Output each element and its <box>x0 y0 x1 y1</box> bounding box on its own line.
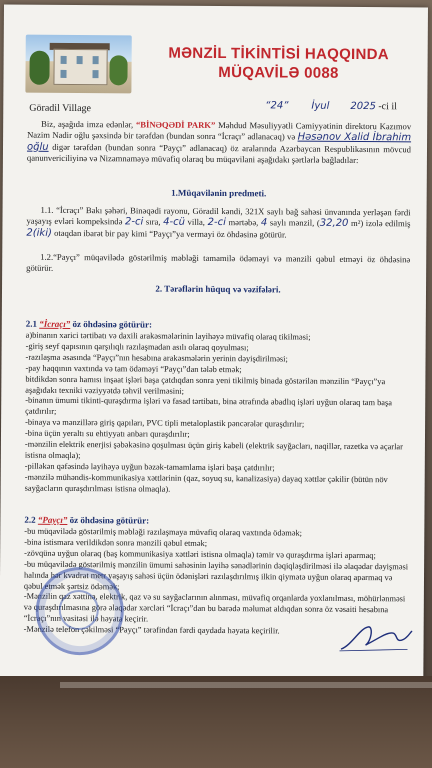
clause-2-1-list <box>25 331 412 497</box>
list-item: bitdikdən sonra hamısı inşaat işləri başa çatdıqdan sonra yeni tikilmiş binada göstərilən mənzilin “Payçı”ya aşağıdakı texniki vəziyyətdə təhvil verilməsini; <box>25 374 386 396</box>
clause-2-1-suffix: öz öhdəsinə götürür: <box>70 318 153 330</box>
company-brand: “BİNƏQƏDİ PARK” <box>135 119 216 130</box>
folder-cover <box>0 676 432 768</box>
list-item: -binanın ümumi tikinti-quraşdırma işləri və fasad tərtibatı, bina ətrafında abadlıq işləri uyğun olaraq tam başa çatdırılır; <box>25 396 393 417</box>
company-logo-photo <box>25 35 131 94</box>
clause-1-1-text-b: otaqdan ibarət bir pay kimi “Payçı”ya vermayi öz öhdəsinə götürür. <box>54 227 287 240</box>
clause-2-1-party: “İcraçı” <box>39 318 71 329</box>
list-item: -mənzilə mühəndis-kommunikasiya xəttlərinin (qaz, soyuq su, kanalizasiya) dayaq xəttlər çəkilir (bütün növ sayğacların quraşdırılması istisna olmaqla). <box>24 472 388 494</box>
list-item: -pilləkən qəfəsində layihəyə uyğun bəzək-tamamlama işləri başa çatdırılır; <box>24 461 275 473</box>
floor-value: 2-ci <box>207 216 226 228</box>
clause-2-2-party: “Payçı” <box>37 514 68 525</box>
sira-value: 2-ci <box>125 216 144 228</box>
clause-1-1: 1.1. “İcraçı” Bakı şəhəri, Binəqədi rayonu, Göradil kəndi, 321X saylı bağ sahəsi ünvanında yerləşən fərdi yaşayış evləri kompeksində 2-ci sıra, 4-cü villa, 2-ci mərtəbə, 4 saylı mənzil, (32,20 m²) izolə edilmiş 2(iki) otaqdan ibarət bir pay kimi “Payçı”ya vermayi öz öhdəsinə götürür. <box>26 204 411 240</box>
area-value: 32,20 <box>319 217 349 229</box>
intro-text-b: Məhdud Məsuliyyətli Cəmiyyətinin direktoru Kazımov Nazim Nadir oğlu şəxsində bir tərəfdən (bundan sonra “İcraçı” adlanacaq) və <box>27 119 412 142</box>
clause-2-1-number: 2.1 <box>25 318 40 329</box>
area-label: m²) izolə edilmiş <box>351 217 411 229</box>
villa-value: 4-cü <box>163 216 185 228</box>
list-item: -bina istismara verildikdən sonra mənzili qəbul etmək; <box>24 537 208 548</box>
list-item: -bu müqavilədə göstərilmiş məbləği razılaşmaya müvafiq olaraq vaxtında ödəmək; <box>24 526 303 538</box>
list-item: -Mənzilə telefon çəkilməsi “Payçı” tərəfindən fərdi qaydada həyata keçirilir. <box>23 624 280 636</box>
document-title <box>143 43 413 83</box>
list-item: -bu müqavilədə göstərilmiş mənzilin ümumi sahəsinin layihə sənədlərinin dəqiqləşdirilməsi ilə əlaqədar dəyişməsi halında hər kvadrat metr yaşayış sahəsi üçün ödənişləri razılaşdırılmış ilkin qiymətə uyğun olaraq aparmaq və qəbul etmək şərtsiz ödəmək; <box>23 559 409 591</box>
section-1-heading: 1.Müqavilənin predmeti. <box>171 187 267 199</box>
intro-text-c: digər tərəfdən (bundan sonra “Payçı” adlanacaq) öz aralarında Azərbaycan Respublikasının mövcud qanunvericiliyinə və Nizamnaməyə müvafiq olaraq bu müqavilani aşağıdakı şərtlərlə bağladılar: <box>26 141 412 166</box>
list-item: -Mənzilin qaz xəttinə, elektrik, qaz və su sayğaclarının alınması, müvafiq orqanlarda yoxlanılması, möhürlənməsi və quraşdırılmasına görə əlaqədar xərcləri “İcraçı”dan bu barədə məlumat aldıqdan sonra öz vəsaiti hesabına “İcraçı”nın vasitəsi ilə həyata keçirir. <box>23 592 406 624</box>
section-2-heading: 2. Tərəflərin hüquq və vəzifələri. <box>155 283 281 295</box>
list-item: -giriş seyf qapısının qarşılıqlı razılaşmadan asılı olaraq qoyulması; <box>25 341 249 353</box>
clause-1-1-text-a: 1.1. “İcraçı” Bakı şəhəri, Binəqədi rayonu, Göradil kəndi, 321X saylı bağ sahəsi ünvanında yerləşən fərdi yaşayış evləri kompeksində <box>26 204 411 227</box>
signature-mark <box>337 619 413 656</box>
place-name: Göradil Village <box>29 102 92 115</box>
clause-2-2-suffix: öz öhdəsinə götürür: <box>67 514 150 526</box>
intro-paragraph <box>27 119 411 167</box>
clause-1-2: 1.2.“Payçı” müqavilədə göstərilmiş məbləği tamamilə ödəməyi və mənzili qəbul etməyi öz öhdəsinə götürür. <box>26 251 411 273</box>
title-line-2: MÜQAVİLƏ 0088 <box>218 64 339 82</box>
floor-label: mərtəbə, <box>228 216 259 228</box>
list-item: -zövqünə uyğun olaraq (baş kommunikasiya xəttləri istisna olmaqla) təmir və quraşdırma işləri aparmaq; <box>24 548 376 560</box>
list-item: a)binanın xarici tərtibatı və daxili arakəsmələrinin layihəyə müvafiq olaraq tikilməsi; <box>25 330 311 342</box>
clause-2-2-number: 2.2 <box>24 514 38 525</box>
list-item: -mənzilin elektrik enerjisi şəbəkəsinə qoşulması üçün giriş kabeli (elektrik sayğacları, naqillər, razetka və açarlar istisna olmaqla); <box>24 439 403 461</box>
list-item: -razılaşma əsasında “Payçı”nın hesabına arakəsmələrin yerinin dəyişdirilməsi; <box>25 352 288 364</box>
list-item: -bina üçün yeraltı su ehtiyyatı anbarı quraşdırılır; <box>24 428 190 439</box>
date-year: 2025 <box>350 100 376 113</box>
contract-page <box>0 5 428 680</box>
clause-2-2-title <box>24 515 149 526</box>
list-item: -pay haqqının vaxtında və tam ödəməyi “Payçı”dan tələb etmək; <box>25 363 242 374</box>
clause-2-1-title <box>26 319 152 330</box>
apartment-label: saylı mənzil, <box>269 217 315 228</box>
villa-label: villa, <box>187 216 206 227</box>
intro-text-a: Biz, aşağıda imza edənlər, <box>41 118 137 130</box>
contract-date <box>265 100 397 112</box>
company-stamp <box>35 567 124 656</box>
buyer-name: Həsənov Xalid İbrahim oğlu <box>26 131 412 153</box>
apartment-number: 4 <box>260 217 268 229</box>
sheet-edge <box>60 682 432 688</box>
sira-label: sıra, <box>145 216 161 227</box>
date-suffix: -ci il <box>378 101 397 113</box>
title-line-1: MƏNZİL TİKİNTİSİ HAQQINDA <box>168 44 390 64</box>
date-month: İyul <box>311 100 330 112</box>
rooms-value: 2(iki) <box>26 227 52 239</box>
list-item: -binaya və mənzillərə giriş qapıları, PVC tipli metaloplastik pəncərələr quraşdırılır; <box>25 417 305 429</box>
date-day: “24” <box>265 100 289 112</box>
